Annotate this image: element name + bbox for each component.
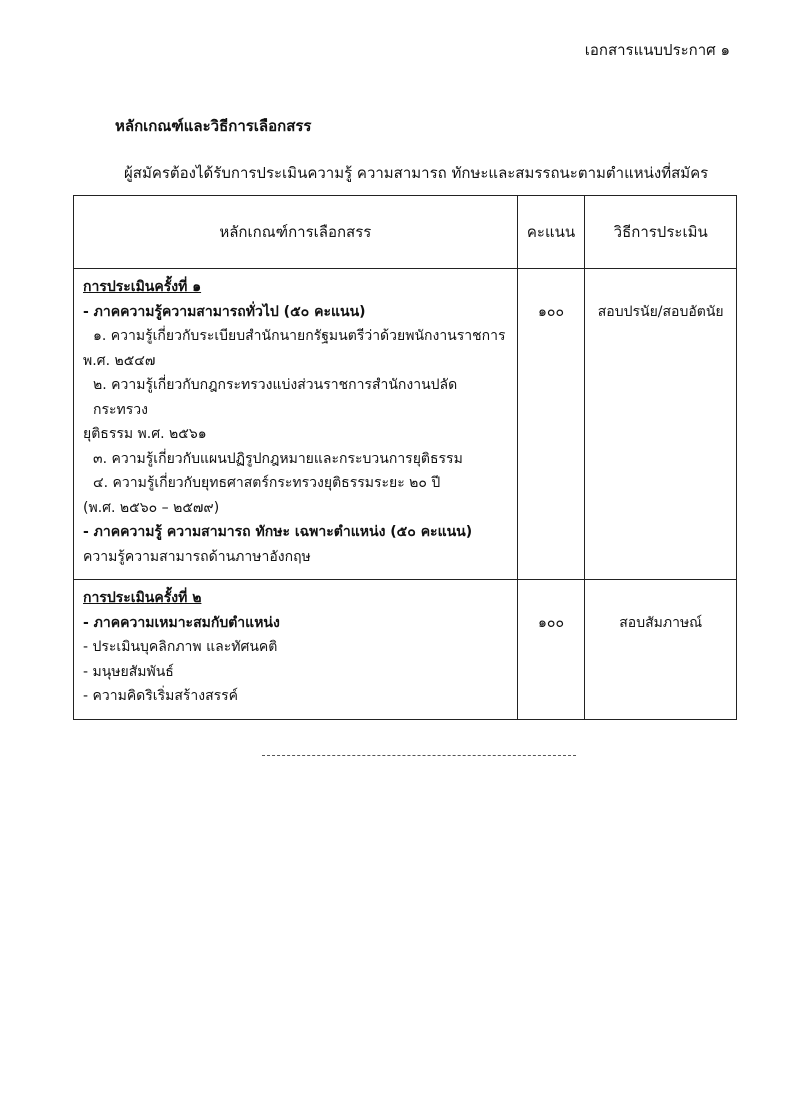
header-criteria: หลักเกณฑ์การเลือกสรร [74, 196, 518, 269]
round-2-item-2: - มนุษยสัมพันธ์ [83, 663, 174, 680]
round-1-item-1-cont: พ.ศ. ๒๕๔๗ [83, 352, 156, 369]
round-2-method: สอบสัมภาษณ์ [585, 580, 737, 720]
round-1-item-5: ความรู้ความสามารถด้านภาษาอังกฤษ [83, 548, 311, 565]
round-1-section-general: - ภาคความรู้ความสามารถทั่วไป (๕๐ คะแนน) [83, 303, 366, 320]
criteria-table [73, 195, 737, 720]
round-2-item-1: - ประเมินบุคลิกภาพ และทัศนคติ [83, 639, 278, 655]
round-1-criteria-cell [74, 269, 518, 580]
round-1-item-1: ๑. ความรู้เกี่ยวกับระเบียบสำนักนายกรัฐมนตรีว่าด้วยพนักงานราชการ [93, 328, 506, 344]
header-score: คะแนน [517, 196, 585, 269]
document-heading: หลักเกณฑ์และวิธีการเลือกสรร [115, 117, 312, 135]
round-1-item-2: ๒. ความรู้เกี่ยวกับกฎกระทรวงแบ่งส่วนราชการสำนักงานปลัดกระทรวง [93, 377, 458, 418]
round-2-criteria-cell [74, 580, 518, 720]
round-1-item-4: ๔. ความรู้เกี่ยวกับยุทธศาสตร์กระทรวงยุติธรรมระยะ ๒๐ ปี [93, 475, 441, 491]
round-1-item-4-cont: (พ.ศ. ๒๕๖๐ – ๒๕๗๙) [83, 499, 220, 516]
round-2-item-3: - ความคิดริเริ่มสร้างสรรค์ [83, 688, 239, 704]
round-1-score: ๑๐๐ [517, 269, 585, 580]
round-2-title: การประเมินครั้งที่ ๒ [83, 590, 202, 606]
round-1-section-specific: - ภาคความรู้ ความสามารถ ทักษะ เฉพาะตำแหน่ง (๕๐ คะแนน) [83, 524, 473, 540]
document-attachment-label: เอกสารแนบประกาศ ๑ [584, 41, 730, 59]
round-1-item-2-cont: ยุติธรรม พ.ศ. ๒๕๖๑ [83, 426, 207, 442]
round-1-title: การประเมินครั้งที่ ๑ [83, 279, 202, 295]
round-1-method: สอบปรนัย/สอบอัตนัย [585, 269, 737, 580]
round-2-score: ๑๐๐ [517, 580, 585, 720]
header-method: วิธีการประเมิน [585, 196, 737, 269]
intro-paragraph: ผู้สมัครต้องได้รับการประเมินความรู้ ความสามารถ ทักษะและสมรรถนะตามตำแหน่งที่สมัคร [124, 164, 709, 182]
round-1-item-3: ๓. ความรู้เกี่ยวกับแผนปฏิรูปกฎหมายและกระบวนการยุติธรรม [93, 450, 463, 467]
table-row-round-2 [74, 580, 737, 720]
end-divider-line [262, 755, 576, 756]
round-2-section-suitability: - ภาคความเหมาะสมกับตำแหน่ง [83, 614, 280, 631]
table-header-row [74, 196, 737, 269]
table-row-round-1 [74, 269, 737, 580]
